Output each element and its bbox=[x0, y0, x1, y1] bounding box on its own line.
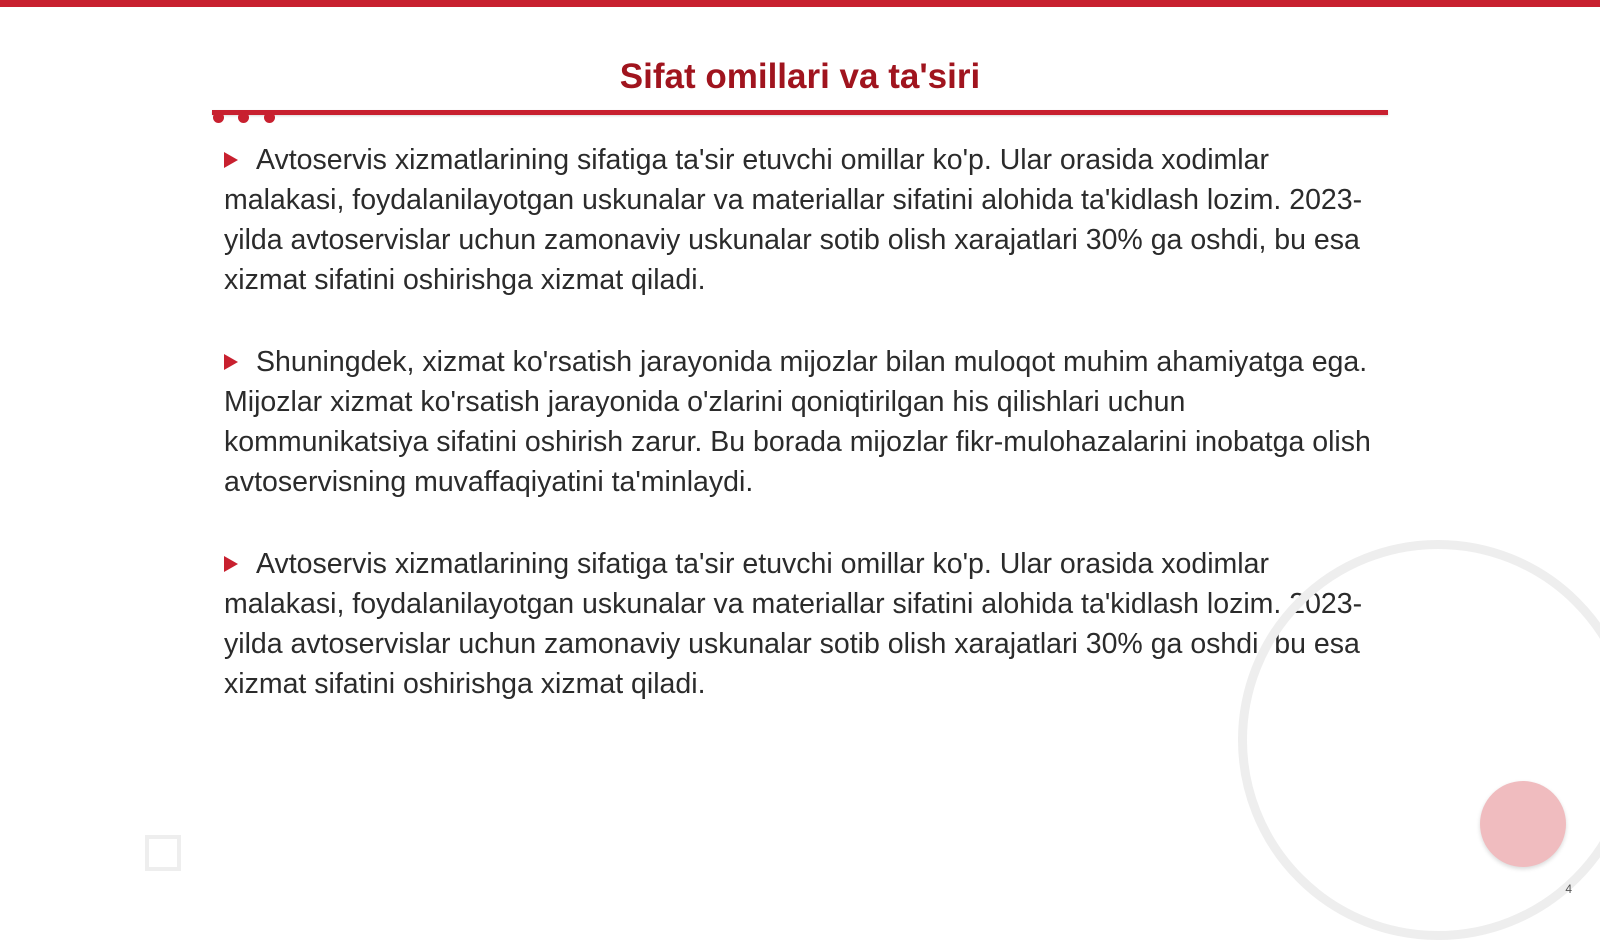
decor-dot-3 bbox=[264, 112, 275, 123]
decor-square bbox=[145, 835, 181, 871]
decor-dot-1 bbox=[213, 112, 224, 123]
triangle-right-icon bbox=[224, 152, 238, 168]
triangle-right-icon bbox=[224, 354, 238, 370]
top-accent-bar bbox=[0, 0, 1600, 7]
slide-title: Sifat omillari va ta'siri bbox=[619, 57, 981, 96]
triangle-right-icon bbox=[224, 556, 238, 572]
bullet-text-3: Avtoservis xizmatlarining sifatiga ta'sir etuvchi omillar ko'p. Ular orasida xodimlar malakasi, foydalanilayotgan uskunalar va materiallar sifatini alohida ta'kidlash lozim. 2023-yilda avtoservislar uchun zamonaviy uskunalar sotib olish xarajatlari 30% ga oshdi, bu esa xizmat sifatini oshirishga xizmat qiladi. bbox=[224, 548, 1363, 700]
bullet-item-2 bbox=[224, 342, 1374, 502]
page-number: 4 bbox=[1565, 882, 1572, 896]
title-underline bbox=[212, 110, 1388, 115]
bullet-text-2: Shuningdek, xizmat ko'rsatish jarayonida mijozlar bilan muloqot muhim ahamiyatga ega. Mijozlar xizmat ko'rsatish jarayonida o'zlarini qoniqtirilgan his qilishlari uchun kommunikatsiya sifatini oshirish zarur. Bu borada mijozlar fikr-mulohazalarini inobatga olish avtoservisning muvaffaqiyatini ta'minlaydi. bbox=[224, 346, 1371, 498]
decor-pink-circle bbox=[1480, 781, 1566, 867]
bullet-text-1: Avtoservis xizmatlarining sifatiga ta'sir etuvchi omillar ko'p. Ular orasida xodimlar malakasi, foydalanilayotgan uskunalar va materiallar sifatini alohida ta'kidlash lozim. 2023-yilda avtoservislar uchun zamonaviy uskunalar sotib olish xarajatlari 30% ga oshdi, bu esa xizmat sifatini oshirishga xizmat qiladi. bbox=[224, 144, 1363, 296]
decor-dot-2 bbox=[238, 112, 249, 123]
bullet-item-1 bbox=[224, 140, 1374, 300]
bullet-list bbox=[224, 140, 1374, 746]
bullet-item-3 bbox=[224, 544, 1374, 704]
